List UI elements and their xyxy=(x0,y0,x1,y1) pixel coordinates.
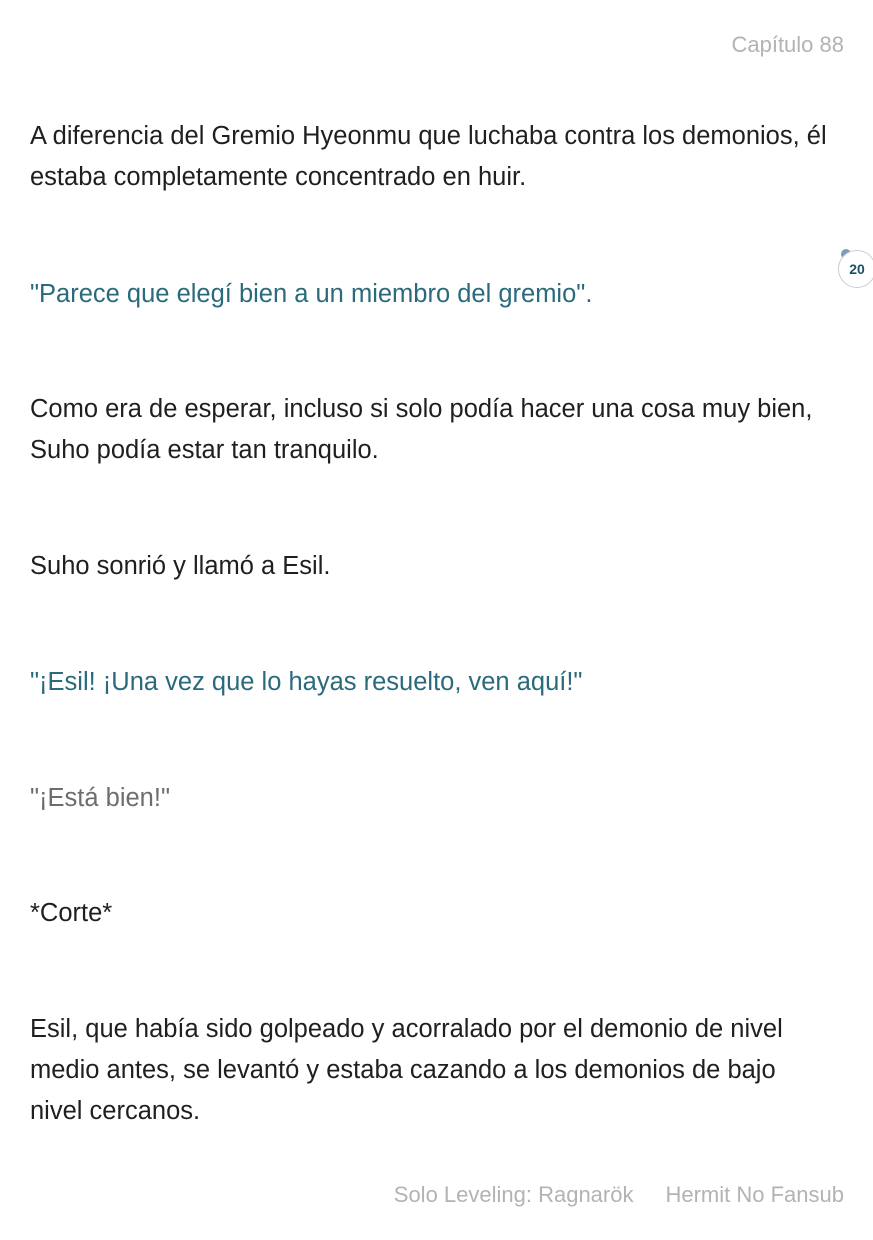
footer-translator: Hermit No Fansub xyxy=(665,1182,844,1207)
paragraph-dialogue: "¡Está bien!" xyxy=(30,784,171,812)
chapter-label: Capítulo 88 xyxy=(731,32,844,57)
paragraph-narration: Como era de esperar, incluso si solo podía hacer una cosa muy bien, Suho podía estar tan tranquilo. xyxy=(30,395,813,464)
page-number: 20 xyxy=(849,261,865,277)
paragraph-dialogue: "¡Esil! ¡Una vez que lo hayas resuelto, ven aquí!" xyxy=(30,668,583,696)
paragraph-narration: Suho sonrió y llamó a Esil. xyxy=(30,552,331,580)
paragraph-narration: A diferencia del Gremio Hyeonmu que luchaba contra los demonios, él estaba completamente concentrado en huir. xyxy=(30,122,827,191)
paragraph-sound-effect: *Corte* xyxy=(30,899,113,927)
footer-series-title: Solo Leveling: Ragnarök xyxy=(393,1182,634,1207)
page-number-badge[interactable] xyxy=(838,250,873,288)
paragraph-dialogue: "Parece que elegí bien a un miembro del gremio". xyxy=(30,280,593,308)
footer xyxy=(394,1182,844,1208)
paragraph-narration: Esil, que había sido golpeado y acorralado por el demonio de nivel medio antes, se levantó y estaba cazando a los demonios de bajo nivel cercanos. xyxy=(30,1015,783,1125)
